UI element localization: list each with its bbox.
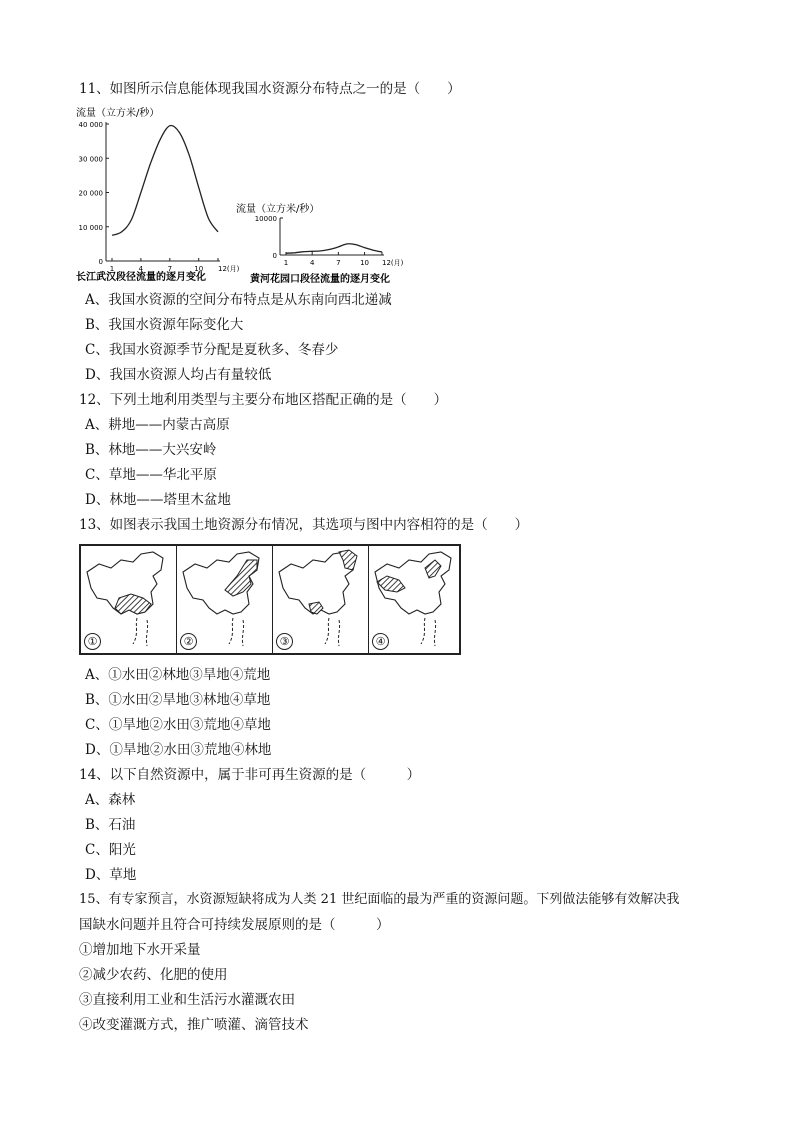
chart2-xtick-label: 1: [283, 259, 289, 267]
q15-item-3: ③直接利用工业和生活污水灌溉农田: [79, 992, 295, 1008]
chart1-ytick-label: 0: [98, 258, 103, 266]
q13-stem: 13、如图表示我国土地资源分布情况，其选项与图中内容相符的是（ ）: [79, 517, 529, 533]
hatched-region-northeast: [225, 560, 257, 596]
q12-option-d: D、林地——塔里木盆地: [85, 492, 231, 508]
chart1-xtick-label: 7: [167, 265, 173, 273]
q11-option-b: B、我国水资源年际变化大: [85, 317, 244, 333]
hatched-region-southwest: [309, 602, 323, 614]
q11-stem: 11、如图所示信息能体现我国水资源分布特点之一的是（ ）: [79, 81, 461, 97]
q15-stem-line2: 国缺水问题并且符合可持续发展原则的是（ ）: [79, 917, 390, 933]
map-panel-4: [369, 546, 464, 653]
map-label-1: ①: [84, 633, 101, 650]
chart1-ytick-label: 20 000: [78, 189, 103, 198]
chart2-ytick-label: 0: [272, 252, 277, 260]
q11-option-a: A、我国水资源的空间分布特点是从东南向西北递减: [85, 292, 392, 308]
q14-option-a: A、森林: [85, 792, 136, 808]
q13-option-c: C、①旱地②水田③荒地④草地: [85, 717, 271, 733]
chart1-xtick-label: 4: [138, 265, 144, 273]
hatched-region-north: [425, 560, 441, 578]
q12-option-b: B、林地——大兴安岭: [85, 442, 217, 458]
chart1-xtick-label: 1: [109, 265, 115, 273]
q15-stem-line1: 15、有专家预言，水资源短缺将成为人类 21 世纪面临的最为严重的资源问题。下列做法能够有效解决我: [79, 892, 680, 907]
q14-option-c: C、阳光: [85, 842, 136, 858]
q12-option-c: C、草地——华北平原: [85, 467, 217, 483]
chart1-xtick-label: 12(月): [218, 265, 240, 273]
chart2-ylabel: 流量（立方米/秒）: [236, 204, 320, 215]
chart2-ytick-label: 10000: [254, 215, 277, 223]
hatched-region-northwest: [377, 576, 405, 592]
map-label-2: ②: [180, 633, 197, 650]
chart1-xtick-label: 10: [194, 265, 204, 273]
q13-option-a: A、①水田②林地③旱地④荒地: [85, 667, 271, 683]
hatched-region-northeast-forest: [339, 550, 357, 570]
chart2-title: 黄河花园口段径流量的逐月变化: [250, 274, 390, 285]
q15-item-4: ④改变灌溉方式，推广喷灌、滴管技术: [79, 1017, 309, 1033]
map-label-4: ④: [372, 633, 389, 650]
q11-option-c: C、我国水资源季节分配是夏秋多、冬春少: [85, 342, 339, 358]
chart2-xtick-label: 4: [309, 259, 315, 267]
chart-yangtze: [76, 106, 240, 283]
q11-option-d: D、我国水资源人均占有量较低: [85, 367, 272, 383]
map-panel-1: [81, 546, 177, 653]
chart1-series-line: [112, 125, 218, 235]
chart2-xtick-label: 10: [360, 259, 370, 267]
q15-item-2: ②减少农药、化肥的使用: [79, 967, 228, 983]
map-panel-2: [177, 546, 273, 653]
chart1-ylabel: 流量（立方米/秒）: [76, 108, 160, 119]
chart1-ytick-label: 30 000: [78, 155, 103, 164]
map-panel-3: [273, 546, 369, 653]
hatched-region-south: [115, 594, 151, 614]
q13-option-d: D、①旱地②水田③荒地④林地: [85, 742, 272, 758]
map-label-3: ③: [276, 633, 293, 650]
q13-land-resource-maps: [79, 544, 461, 655]
chart-yellow-river: [236, 202, 404, 285]
chart1-ytick-label: 40 000: [78, 121, 103, 129]
q14-stem: 14、以下自然资源中，属于非可再生资源的是（ ）: [79, 767, 421, 783]
q12-option-a: A、耕地——内蒙古高原: [85, 417, 230, 433]
chart1-title: 长江武汉段径流量的逐月变化: [76, 272, 206, 283]
q15-item-1: ①增加地下水开采量: [79, 942, 201, 958]
q14-option-b: B、石油: [85, 817, 136, 833]
q13-option-b: B、①水田②旱地③林地④草地: [85, 692, 271, 708]
q12-stem: 12、下列土地利用类型与主要分布地区搭配正确的是（ ）: [79, 392, 448, 408]
chart2-xtick-label: 12(月): [382, 259, 404, 267]
q14-option-d: D、草地: [85, 867, 137, 883]
q11-river-flow-charts: [70, 100, 404, 292]
chart2-series-line: [286, 244, 382, 253]
chart2-xtick-label: 7: [336, 259, 341, 267]
chart1-ytick-label: 10 000: [78, 223, 103, 232]
